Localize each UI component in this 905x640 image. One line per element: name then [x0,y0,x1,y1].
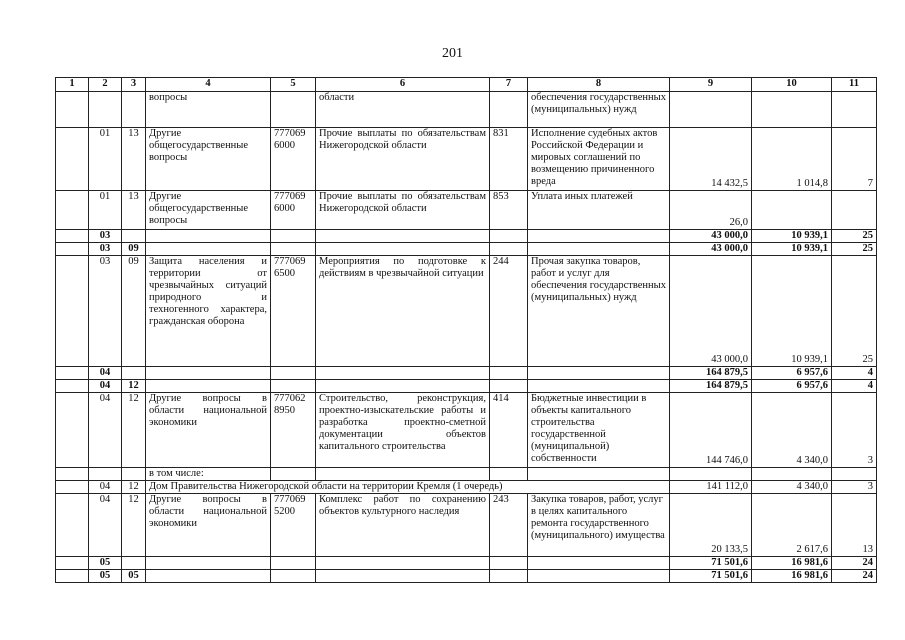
table-cell [56,367,89,380]
table-cell: 144 746,0 [670,393,752,468]
table-cell [56,557,89,570]
table-row [56,191,877,230]
table-cell: 05 [122,570,146,583]
table-cell [122,92,146,128]
column-header: 8 [528,78,670,92]
table-cell [752,92,832,128]
table-cell [56,494,89,557]
table-row [56,128,877,191]
table-row [56,494,877,557]
table-cell [56,393,89,468]
table-cell [146,557,271,570]
table-cell: 03 [89,243,122,256]
table-cell: 43 000,0 [670,256,752,367]
table-cell [316,468,490,481]
table-row [56,243,877,256]
table-cell: 43 000,0 [670,230,752,243]
table-cell [316,367,490,380]
table-cell [490,92,528,128]
table-cell [122,468,146,481]
table-cell [56,243,89,256]
table-cell [528,230,670,243]
table-cell: 243 [490,494,528,557]
table-cell [271,570,316,583]
table-cell: 4 [832,367,877,380]
table-cell: 24 [832,557,877,570]
table-cell: 6 957,6 [752,367,832,380]
column-header: 6 [316,78,490,92]
table-cell: 831 [490,128,528,191]
table-cell: Другие вопросы в области национальной экономики [146,393,271,468]
table-cell: 05 [89,570,122,583]
column-header: 5 [271,78,316,92]
table-cell [271,468,316,481]
column-header: 11 [832,78,877,92]
table-cell: 141 112,0 [670,481,752,494]
table-cell [490,468,528,481]
table-cell: 03 [89,230,122,243]
table-cell: области [316,92,490,128]
table-cell [752,468,832,481]
table-cell: 414 [490,393,528,468]
column-header: 7 [490,78,528,92]
table-cell: 43 000,0 [670,243,752,256]
table-cell: Дом Правительства Нижегородской области на территории Кремля (1 очередь) [146,481,670,494]
table-cell: 13 [122,191,146,230]
table-cell: 09 [122,243,146,256]
table-cell: 10 939,1 [752,230,832,243]
table-cell [89,92,122,128]
table-cell [146,367,271,380]
table-cell [490,367,528,380]
table-cell [490,380,528,393]
table-cell: 16 981,6 [752,570,832,583]
table-cell: 71 501,6 [670,570,752,583]
table-cell [316,380,490,393]
table-cell [832,92,877,128]
table-cell [832,468,877,481]
table-cell [271,230,316,243]
table-cell: 14 432,5 [670,128,752,191]
page-number: 201 [442,46,463,61]
table-row [56,393,877,468]
table-cell: 10 939,1 [752,256,832,367]
table-cell: 05 [89,557,122,570]
table-cell: 03 [89,256,122,367]
table-cell: 01 [89,128,122,191]
table-cell: вопросы [146,92,271,128]
table-cell [490,230,528,243]
table-cell [670,468,752,481]
table-cell: 853 [490,191,528,230]
table-cell: 777062 8950 [271,393,316,468]
table-cell: 04 [89,393,122,468]
table-cell: 12 [122,494,146,557]
table-cell: 16 981,6 [752,557,832,570]
column-header: 1 [56,78,89,92]
table-cell [490,243,528,256]
table-row [56,256,877,367]
table-cell: 2 617,6 [752,494,832,557]
table-cell [122,557,146,570]
table-cell [146,243,271,256]
table-cell [146,570,271,583]
table-cell [528,468,670,481]
table-cell: 6 957,6 [752,380,832,393]
table-row [56,570,877,583]
table-cell [528,570,670,583]
table-cell: 13 [122,128,146,191]
table-cell: 3 [832,393,877,468]
table-cell: 25 [832,256,877,367]
table-cell: 777069 6500 [271,256,316,367]
table-cell: 25 [832,243,877,256]
table-cell [122,230,146,243]
table-cell [271,243,316,256]
table-cell [528,380,670,393]
table-cell: Исполнение судебных актов Российской Федерации и мировых соглашений по возмещению причиненного вреда [528,128,670,191]
table-cell [56,570,89,583]
table-cell: Комплекс работ по сохранению объектов культурного наследия [316,494,490,557]
table-cell [316,570,490,583]
table-cell [316,230,490,243]
table-cell [271,380,316,393]
table-cell: Закупка товаров, работ, услуг в целях капитального ремонта государственного (муниципального) имущества [528,494,670,557]
table-cell: Уплата иных платежей [528,191,670,230]
table-cell: 04 [89,367,122,380]
table-cell [528,557,670,570]
table-cell: 777069 6000 [271,128,316,191]
table-cell: 12 [122,481,146,494]
table-cell [146,380,271,393]
table-cell: 13 [832,494,877,557]
table-cell [56,230,89,243]
table-cell: Строительство, реконструкция, проектно-изыскательские работы и разработка проектно-сметной документации объектов капитального строительства [316,393,490,468]
table-cell: 7 [832,128,877,191]
table-cell: 4 [832,380,877,393]
table-row [56,367,877,380]
table-cell: 164 879,5 [670,367,752,380]
table-cell: 4 340,0 [752,393,832,468]
table-cell [752,191,832,230]
table-cell: 25 [832,230,877,243]
table-cell [490,557,528,570]
column-header: 9 [670,78,752,92]
table-row [56,557,877,570]
table-cell [56,481,89,494]
table-cell [56,468,89,481]
table-cell: Защита населения и территории от чрезвычайных ситуаций природного и техногенного характера, гражданская оборона [146,256,271,367]
table-cell [56,191,89,230]
table-cell [271,92,316,128]
table-cell: Прочие выплаты по обязательствам Нижегородской области [316,191,490,230]
table-cell: Мероприятия по подготовке к действиям в чрезвычайной ситуации [316,256,490,367]
column-header: 3 [122,78,146,92]
table-cell [528,243,670,256]
budget-table [55,77,877,583]
table-cell: 3 [832,481,877,494]
table-cell [316,557,490,570]
table-cell: 24 [832,570,877,583]
column-header: 10 [752,78,832,92]
table-cell: 26,0 [670,191,752,230]
table-cell [56,380,89,393]
table-cell: Другие вопросы в области национальной экономики [146,494,271,557]
table-row [56,468,877,481]
table-cell: 04 [89,481,122,494]
table-cell: 777069 5200 [271,494,316,557]
table-cell: 04 [89,494,122,557]
table-cell: 164 879,5 [670,380,752,393]
table-cell [56,92,89,128]
table-cell [271,557,316,570]
header-row [56,78,877,92]
table-cell: 01 [89,191,122,230]
table-cell [670,92,752,128]
table-cell [89,468,122,481]
table-cell: 04 [89,380,122,393]
table-cell: 71 501,6 [670,557,752,570]
table-cell [528,367,670,380]
table-cell: 12 [122,380,146,393]
column-header: 4 [146,78,271,92]
table-row [56,230,877,243]
table-cell [490,570,528,583]
table-cell: 244 [490,256,528,367]
table-cell: 20 133,5 [670,494,752,557]
table-cell: 10 939,1 [752,243,832,256]
table-cell [122,367,146,380]
table-cell [146,230,271,243]
table-cell [271,367,316,380]
table-row [56,380,877,393]
table-cell: 1 014,8 [752,128,832,191]
table-cell [56,256,89,367]
table-cell [316,243,490,256]
table-cell [56,128,89,191]
table-cell: Бюджетные инвестиции в объекты капитального строительства государственной (муниципальной) собственности [528,393,670,468]
table-cell [832,191,877,230]
table-cell: Другие общегосударственные вопросы [146,128,271,191]
table-cell: Прочая закупка товаров, работ и услуг для обеспечения государственных (муниципальных) нужд [528,256,670,367]
table-cell: 777069 6000 [271,191,316,230]
table-row [56,92,877,128]
table-cell: 4 340,0 [752,481,832,494]
column-header: 2 [89,78,122,92]
table-cell: 09 [122,256,146,367]
table-row [56,481,877,494]
table-cell: обеспечения государственных (муниципальных) нужд [528,92,670,128]
table-cell: в том числе: [146,468,271,481]
table-cell: 12 [122,393,146,468]
table-cell: Другие общегосударственные вопросы [146,191,271,230]
table-cell: Прочие выплаты по обязательствам Нижегородской области [316,128,490,191]
